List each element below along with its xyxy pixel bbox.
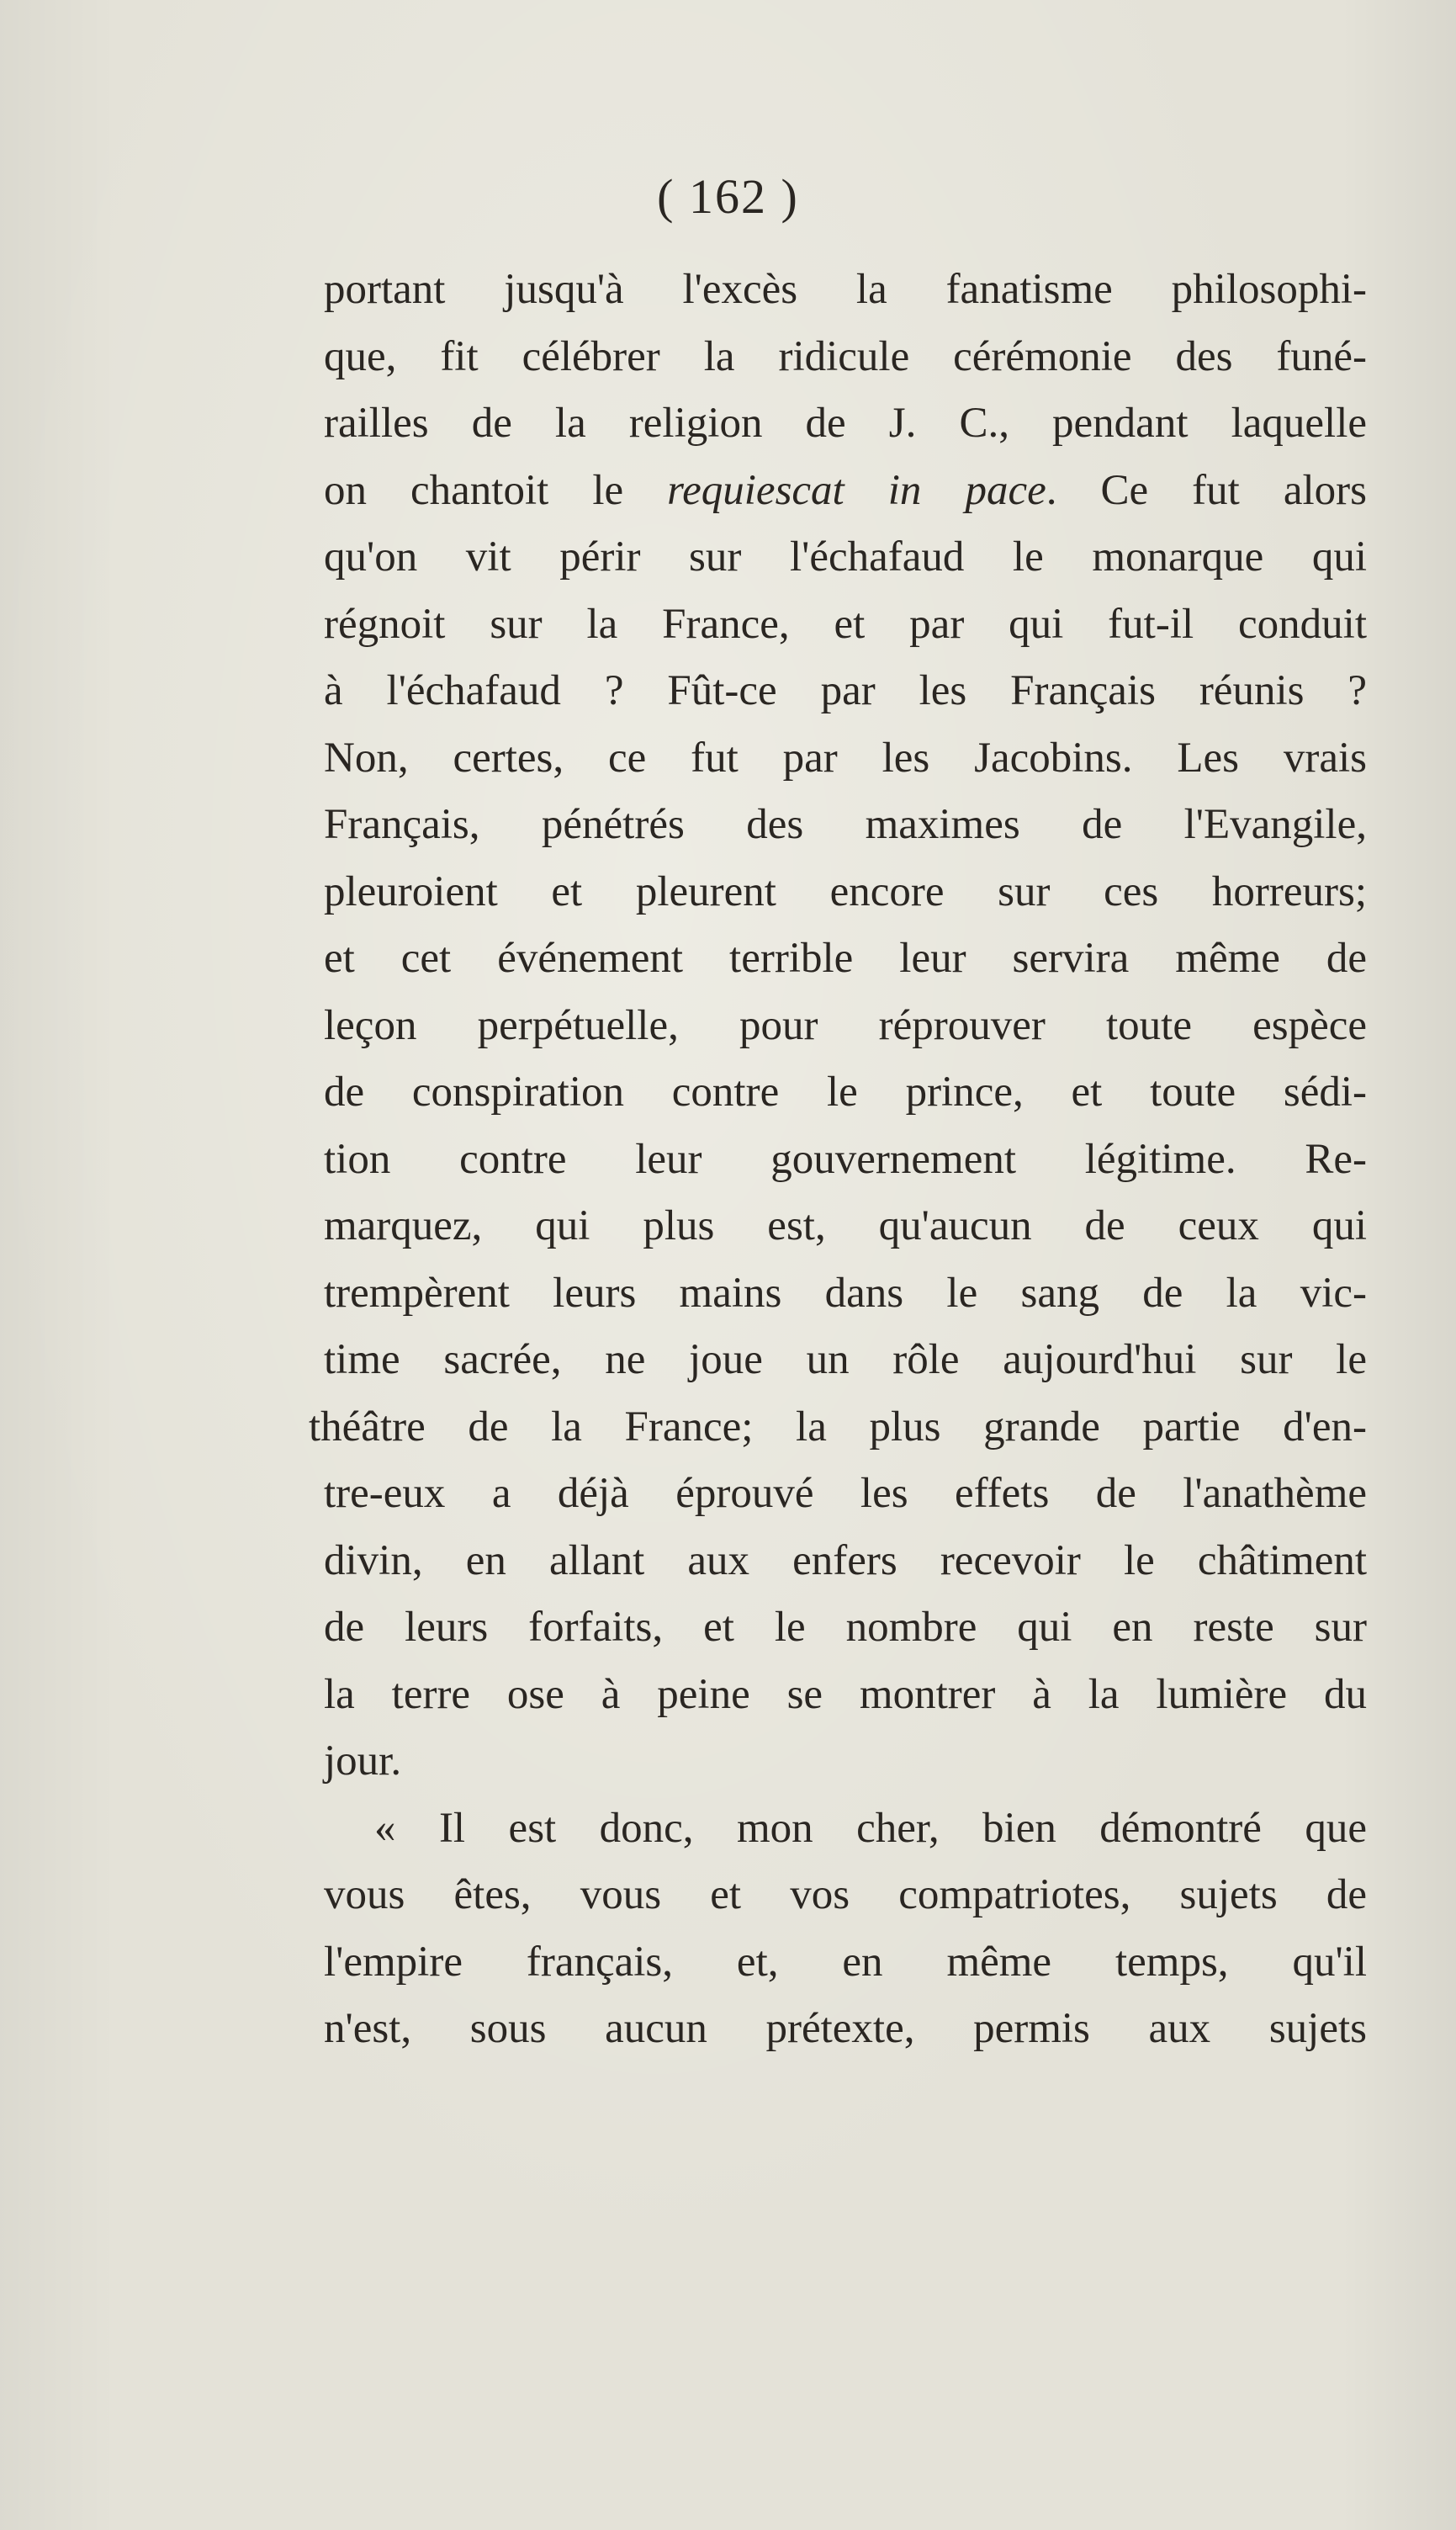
text-line: portant jusqu'à l'excès la fanatisme philosophi- xyxy=(324,266,1367,313)
text-line: Non, certes, ce fut par les Jacobins. Les vrais xyxy=(324,734,1367,782)
text-line: vous êtes, vous et vos compatriotes, sujets de xyxy=(324,1871,1367,1918)
text-line: de conspiration contre le prince, et toute sédi- xyxy=(324,1069,1367,1116)
text-line: la terre ose à peine se montrer à la lumière du xyxy=(324,1670,1367,1718)
latin-phrase: requiescat in pace xyxy=(667,466,1046,514)
text-line: que, fit célébrer la ridicule cérémonie des funé- xyxy=(324,332,1367,380)
text-line: et cet événement terrible leur servira même de xyxy=(324,935,1367,982)
text-line xyxy=(324,458,1367,525)
text-line: railles de la religion de J. C., pendant laquelle xyxy=(324,400,1367,447)
text-line: jour. xyxy=(324,1737,402,1785)
text-line: trempèrent leurs mains dans le sang de la vic- xyxy=(324,1269,1367,1317)
body-text xyxy=(309,257,1367,2063)
text-line: pleuroient et pleurent encore sur ces horreurs; xyxy=(324,867,1367,915)
text-line: à l'échafaud ? Fût-ce par les Français réunis ? xyxy=(324,667,1367,714)
text-line: « Il est donc, mon cher, bien démontré que xyxy=(374,1804,1367,1852)
text-fragment: on chantoit le xyxy=(324,466,668,514)
text-line: marquez, qui plus est, qu'aucun de ceux qui xyxy=(324,1202,1367,1249)
text-line: Français, pénétrés des maximes de l'Evangile, xyxy=(324,801,1367,848)
text-line: régnoit sur la France, et par qui fut-il conduit xyxy=(324,600,1367,648)
text-line: divin, en allant aux enfers recevoir le châtiment xyxy=(324,1536,1367,1584)
text-line: leçon perpétuelle, pour réprouver toute espèce xyxy=(324,1001,1367,1049)
text-line: l'empire français, et, en même temps, qu'il xyxy=(324,1938,1367,1986)
text-line: tion contre leur gouvernement légitime. Re- xyxy=(324,1135,1367,1183)
text-line: tre-eux a déjà éprouvé les effets de l'anathème xyxy=(324,1470,1367,1517)
text-line: qu'on vit périr sur l'échafaud le monarque qui xyxy=(324,533,1367,581)
text-line: time sacrée, ne joue un rôle aujourd'hui sur le xyxy=(324,1336,1367,1383)
text-fragment: . Ce fut alors xyxy=(1046,466,1367,514)
text-line: de leurs forfaits, et le nombre qui en reste sur xyxy=(324,1604,1367,1651)
text-line: théâtre de la France; la plus grande partie d'en- xyxy=(309,1403,1367,1451)
page-number: ( 162 ) xyxy=(657,169,799,224)
text-line: n'est, sous aucun prétexte, permis aux sujets xyxy=(324,2005,1367,2052)
